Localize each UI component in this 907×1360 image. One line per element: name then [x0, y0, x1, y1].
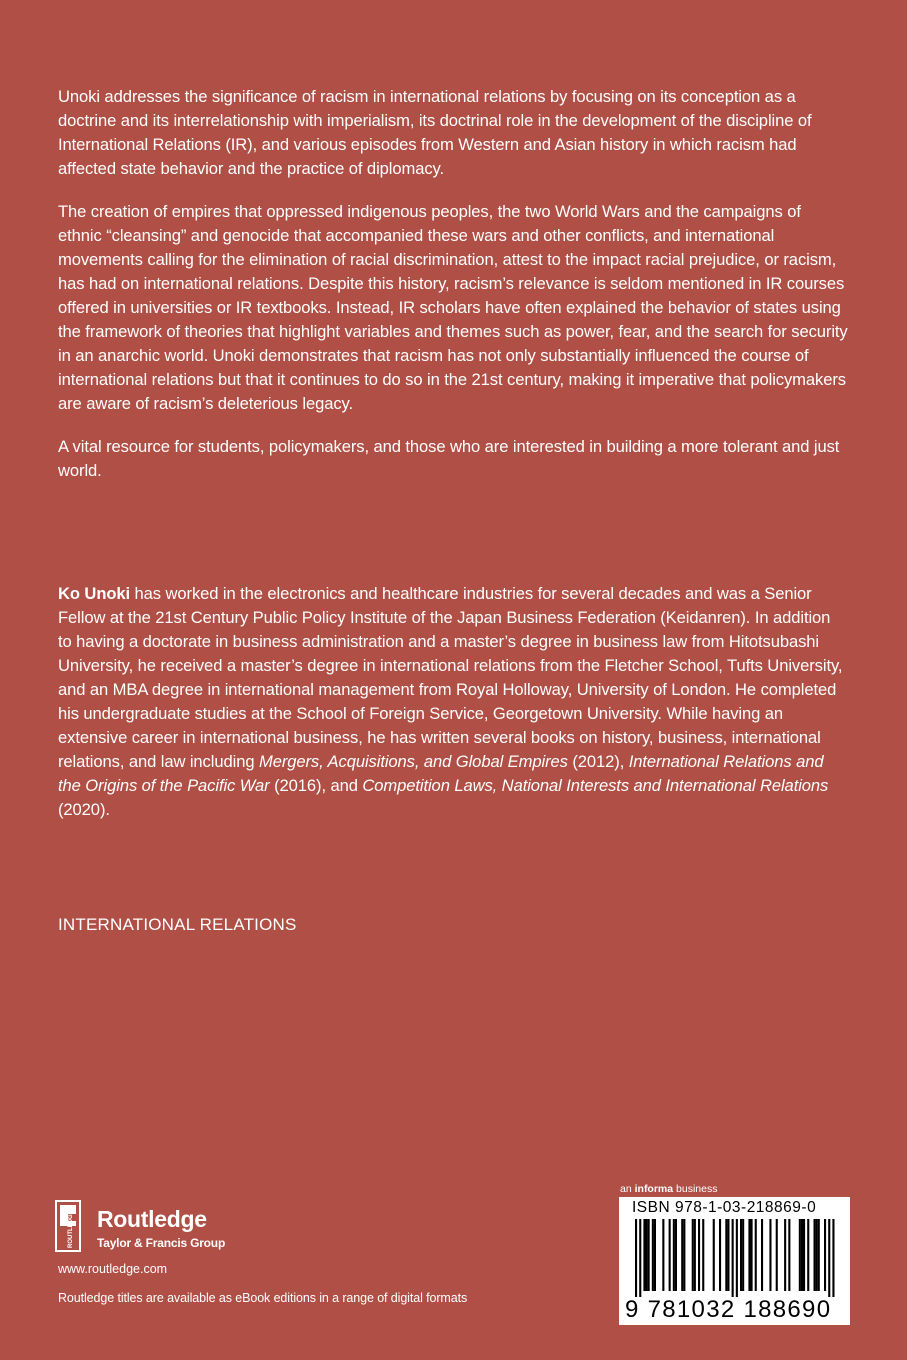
barcode-bar	[799, 1219, 801, 1291]
barcode-bar	[740, 1219, 742, 1291]
barcode-bar	[807, 1219, 809, 1291]
bio-text-3: (2016), and	[269, 776, 363, 795]
barcode-bar	[719, 1219, 721, 1291]
barcode-bar	[694, 1219, 696, 1291]
barcode-bar	[748, 1219, 750, 1291]
barcode-bar	[662, 1219, 664, 1291]
barcode-bar	[643, 1219, 645, 1291]
barcode-bar	[639, 1219, 641, 1297]
barcode-bar	[692, 1219, 694, 1291]
barcode-bar	[673, 1219, 675, 1291]
barcode-bar	[761, 1219, 763, 1291]
barcode-bar	[828, 1219, 830, 1297]
barcode-bar	[832, 1219, 834, 1297]
barcode-bar	[742, 1219, 744, 1291]
barcode-bar	[818, 1219, 820, 1291]
barcode-bar	[769, 1219, 771, 1291]
author-bio	[58, 582, 848, 822]
informa-label	[620, 1183, 717, 1195]
isbn-label: ISBN 978-1-03-218869-0	[632, 1199, 817, 1216]
barcode-bar	[713, 1219, 715, 1291]
book-title-2: International Relations and the Origins of the Pacific War	[58, 752, 824, 795]
barcode-bar	[801, 1219, 803, 1291]
routledge-logo	[55, 1200, 255, 1260]
barcode-bar	[698, 1219, 700, 1291]
informa-prefix: an	[620, 1183, 635, 1195]
book-title-3: Competition Laws, National Interests and International Relations	[362, 776, 829, 795]
bio-text-2: (2012),	[567, 752, 629, 771]
barcode-bar	[824, 1219, 826, 1291]
barcode-icon	[627, 1219, 843, 1297]
description-paragraph-2: The creation of empires that oppressed indigenous peoples, the two World Wars and the campaigns of ethnic “cleansing” and genocide that accompanied these wars and other conflicts, and international movements calling for the elimination of racial discrimination, attest to the impact racial prejudice, or racism, has had on international relations. Despite this history, racism’s relevance is seldom mentioned in IR courses offered in universities or IR textbooks. Instead, IR scholars have often explained the behavior of states using the framework of theories that highlight variables and themes such as power, fear, and the search for security in an anarchic world. Unoki demonstrates that racism has not only substantially influenced the course of international relations but that it continues to do so in the 21st century, making it imperative that policymakers are aware of racism’s deleterious legacy.	[58, 202, 848, 413]
informa-brand: informa	[634, 1183, 674, 1195]
ebook-note: Routledge titles are available as eBook editions in a range of digital formats	[58, 1291, 468, 1305]
barcode-bar	[683, 1219, 685, 1291]
barcode-bar	[654, 1219, 656, 1291]
barcode-bar	[736, 1219, 738, 1297]
barcode-bar	[784, 1219, 786, 1291]
barcode-bar	[751, 1219, 753, 1291]
bio-text-1: has worked in the electronics and healthcare industries for several decades and was a Senior Fellow at the 21st Century Public Policy Institute of the Japan Business Federation (Keidanren). In addition to having a doctorate in business administration and a master’s degree in business law from Hitotsubashi University, he received a master’s degree in international relations from the Fletcher School, Tufts University, and an MBA degree in international management from Royal Holloway, University of London. He completed his undergraduate studies at the School of Foreign Service, Georgetown University. While having an extensive career in international business, he has written several books on history, business, international relations, and law including	[58, 584, 843, 771]
barcode-bar	[816, 1219, 818, 1291]
description	[58, 85, 848, 502]
publisher-name: Routledge	[97, 1206, 207, 1232]
bio-text-4: (2020).	[58, 800, 110, 819]
barcode-bar	[814, 1219, 816, 1291]
barcode-bar	[725, 1219, 727, 1291]
author-name: Ko Unoki	[58, 584, 131, 603]
barcode-bar	[776, 1219, 778, 1291]
publisher-url[interactable]: www.routledge.com	[58, 1262, 168, 1276]
barcode-bar	[755, 1219, 757, 1291]
barcode-bar	[702, 1219, 704, 1291]
book-title-1: Mergers, Acquisitions, and Global Empires	[258, 752, 568, 771]
barcode-bar	[732, 1219, 734, 1297]
barcode-bar	[727, 1219, 729, 1291]
barcode-box	[619, 1197, 850, 1325]
barcode-bar	[681, 1219, 683, 1291]
informa-suffix: business	[673, 1183, 718, 1195]
barcode-bar	[652, 1219, 654, 1291]
routledge-logo-mark-icon	[55, 1200, 81, 1252]
barcode-digits: 9 781032 188690	[625, 1296, 832, 1323]
barcode-bar	[788, 1219, 790, 1291]
barcode-bar	[646, 1219, 648, 1291]
barcode-bar	[648, 1219, 650, 1291]
barcode-bar	[803, 1219, 805, 1291]
description-paragraph-1: Unoki addresses the significance of racism in international relations by focusing on its conception as a doctrine and its interrelationship with imperialism, its doctrinal role in the development of the discipline of International Relations (IR), and various episodes from Western and Asian history in which racism had affected state behavior and the practice of diplomacy.	[58, 87, 812, 178]
description-paragraph-3: A vital resource for students, policymakers, and those who are interested in building a more tolerant and just world.	[58, 437, 840, 480]
logo-mark-text: ROUTLEDGE	[68, 1210, 74, 1248]
barcode-bar	[635, 1219, 637, 1297]
barcode-bar	[675, 1219, 677, 1291]
barcode-bar	[669, 1219, 671, 1291]
subject-category: INTERNATIONAL RELATIONS	[58, 915, 297, 934]
publisher-group: Taylor & Francis Group	[97, 1236, 226, 1250]
